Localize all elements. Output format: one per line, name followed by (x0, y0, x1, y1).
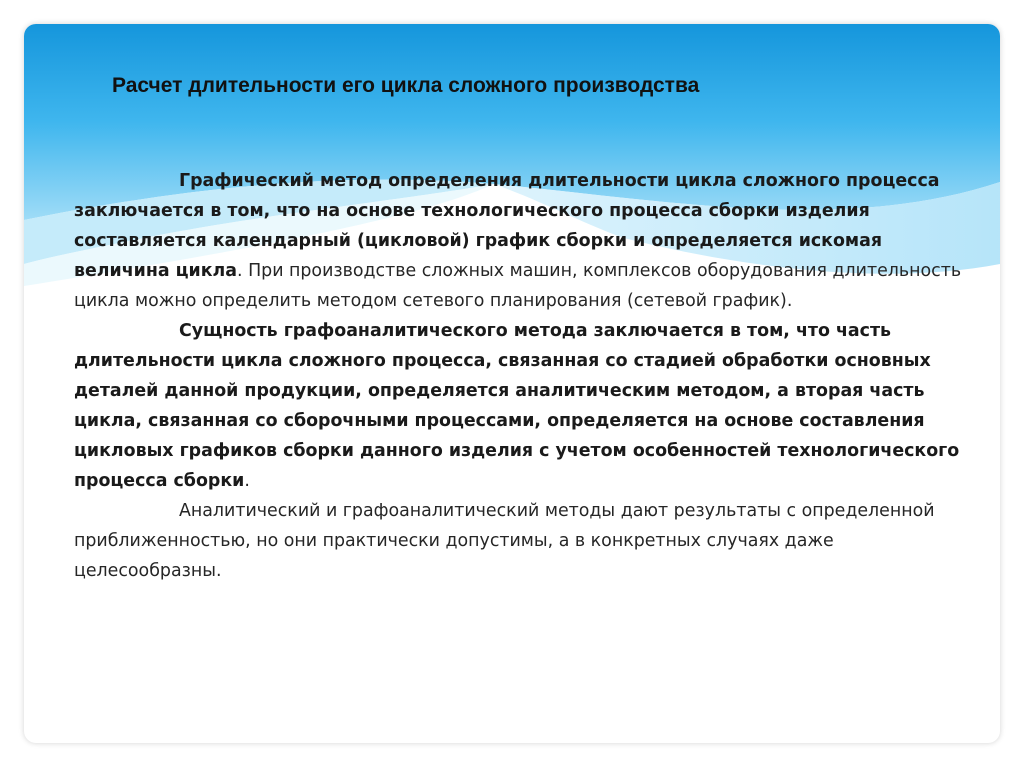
paragraph-1-bold: Графический метод определения длительности цикла сложного процесса заключается в том, что на основе технологического процесса сборки изделия составляется календарный (цикловой) график сборки и определяется искомая величина цикла (74, 171, 940, 281)
paragraph-graphoanalytic-method (74, 316, 974, 496)
slide (24, 24, 1000, 743)
slide-title: Расчет длительности его цикла сложного производства (112, 74, 700, 97)
paragraph-1-regular: . При производстве сложных машин, комплексов оборудования длительность цикла можно определить методом сетевого планирования (сетевой график). (74, 261, 962, 311)
paragraph-3-regular: Аналитический и графоаналитический методы дают результаты с определенной приближенностью, но они практически допустимы, а в конкретных случаях даже целесообразны. (74, 501, 935, 581)
paragraph-conclusion (74, 496, 974, 586)
paragraph-2-bold: Сущность графоаналитического метода заключается в том, что часть длительности цикла сложного процесса, связанная со стадией обработки основных деталей данной продукции, определяется аналитическим методом, а вторая часть цикла, связанная со сборочными процессами, определяется на основе составления цикловых графиков сборки данного изделия с учетом особенностей технологического процесса сборки (74, 321, 960, 491)
paragraph-2-regular: . (244, 471, 250, 491)
body-text (74, 166, 974, 586)
paragraph-graphic-method (74, 166, 974, 316)
